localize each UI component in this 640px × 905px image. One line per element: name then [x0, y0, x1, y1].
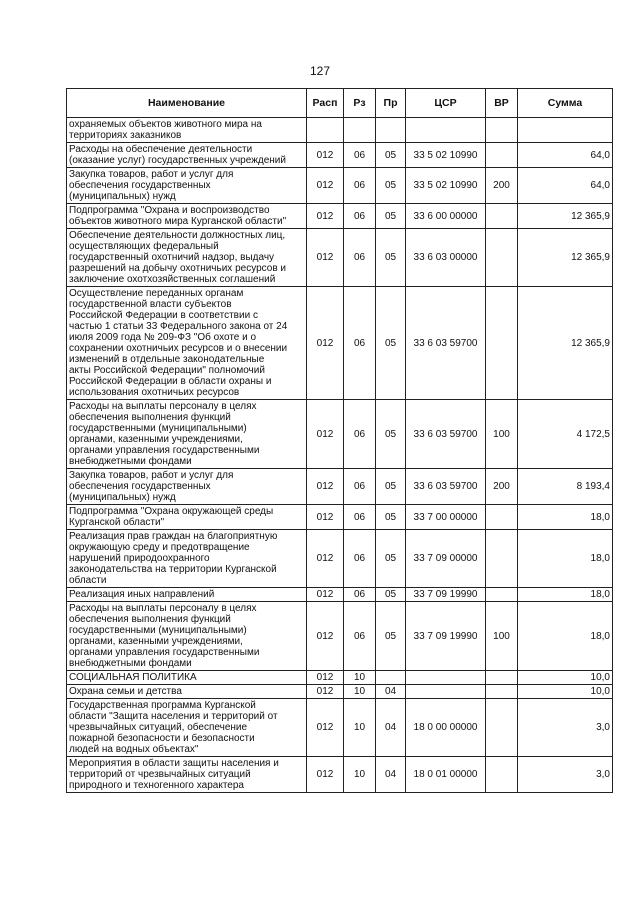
cell-rz: 06 [344, 287, 376, 400]
table-row [67, 229, 613, 287]
cell-vr [486, 757, 518, 793]
cell-name: Мероприятия в области защиты населения и территорий от чрезвычайных ситуаций природного и техногенного характера [67, 757, 307, 793]
cell-rasp: 012 [307, 400, 344, 469]
cell-name: Расходы на выплаты персоналу в целях обеспечения выполнения функций государственными (муниципальными) органами, казенными учреждениями, органами управления государственными внебюджетными фондами [67, 602, 307, 671]
cell-csr: 18 0 00 00000 [406, 699, 486, 757]
cell-pr: 05 [376, 602, 406, 671]
cell-sum: 3,0 [518, 757, 613, 793]
table-body [67, 118, 613, 793]
cell-rz: 06 [344, 168, 376, 204]
cell-csr [406, 118, 486, 143]
cell-csr: 33 7 09 00000 [406, 530, 486, 588]
cell-rasp: 012 [307, 287, 344, 400]
cell-csr: 33 7 09 19990 [406, 588, 486, 602]
cell-name: Подпрограмма "Охрана и воспроизводство объектов животного мира Курганской области" [67, 204, 307, 229]
cell-pr: 05 [376, 168, 406, 204]
cell-pr: 05 [376, 505, 406, 530]
cell-sum: 64,0 [518, 143, 613, 168]
cell-pr: 04 [376, 699, 406, 757]
cell-name: Расходы на выплаты персоналу в целях обеспечения выполнения функций государственными (муниципальными) органами, казенными учреждениями, органами управления государственными внебюджетными фондами [67, 400, 307, 469]
cell-rasp: 012 [307, 602, 344, 671]
cell-rasp: 012 [307, 505, 344, 530]
cell-csr: 33 6 00 00000 [406, 204, 486, 229]
cell-rasp: 012 [307, 757, 344, 793]
cell-name: СОЦИАЛЬНАЯ ПОЛИТИКА [67, 671, 307, 685]
cell-rz: 10 [344, 671, 376, 685]
table-row [67, 204, 613, 229]
cell-name: охраняемых объектов животного мира на территориях заказников [67, 118, 307, 143]
cell-vr: 100 [486, 602, 518, 671]
table-row [67, 118, 613, 143]
cell-csr: 33 6 03 59700 [406, 400, 486, 469]
cell-sum: 3,0 [518, 699, 613, 757]
cell-rasp: 012 [307, 685, 344, 699]
cell-pr: 05 [376, 204, 406, 229]
cell-vr [486, 143, 518, 168]
cell-rz: 06 [344, 530, 376, 588]
cell-sum: 12 365,9 [518, 229, 613, 287]
table-row [67, 400, 613, 469]
cell-rasp: 012 [307, 229, 344, 287]
cell-name: Подпрограмма "Охрана окружающей среды Курганской области" [67, 505, 307, 530]
page-number: 127 [309, 64, 331, 78]
cell-pr: 05 [376, 588, 406, 602]
cell-rasp: 012 [307, 530, 344, 588]
cell-rz: 06 [344, 505, 376, 530]
cell-rz: 06 [344, 602, 376, 671]
cell-csr: 33 5 02 10990 [406, 168, 486, 204]
cell-sum: 10,0 [518, 685, 613, 699]
cell-rasp: 012 [307, 143, 344, 168]
cell-pr [376, 118, 406, 143]
cell-rasp: 012 [307, 671, 344, 685]
table-row [67, 530, 613, 588]
cell-csr [406, 671, 486, 685]
cell-vr: 200 [486, 168, 518, 204]
table-header-row [67, 89, 613, 118]
header-rz: Рз [344, 89, 376, 118]
table-row [67, 602, 613, 671]
cell-pr: 05 [376, 143, 406, 168]
cell-name: Государственная программа Курганской области "Защита населения и территорий от чрезвычайных ситуаций, обеспечение пожарной безопасности и безопасности людей на водных объектах" [67, 699, 307, 757]
cell-name: Закупка товаров, работ и услуг для обеспечения государственных (муниципальных) нужд [67, 168, 307, 204]
header-rasp: Расп [307, 89, 344, 118]
cell-rasp: 012 [307, 204, 344, 229]
cell-rz [344, 118, 376, 143]
cell-pr [376, 671, 406, 685]
cell-csr: 33 5 02 10990 [406, 143, 486, 168]
header-sum: Сумма [518, 89, 613, 118]
cell-sum: 18,0 [518, 505, 613, 530]
cell-rz: 10 [344, 757, 376, 793]
cell-rz: 06 [344, 469, 376, 505]
cell-name: Реализация прав граждан на благоприятную окружающую среду и предотвращение нарушений природоохранного законодательства на территории Курганской области [67, 530, 307, 588]
header-name: Наименование [67, 89, 307, 118]
cell-sum: 10,0 [518, 671, 613, 685]
cell-csr: 33 6 03 59700 [406, 469, 486, 505]
cell-vr [486, 530, 518, 588]
table-row [67, 671, 613, 685]
table-row [67, 588, 613, 602]
cell-sum: 18,0 [518, 588, 613, 602]
cell-csr: 33 7 09 19990 [406, 602, 486, 671]
cell-rz: 06 [344, 588, 376, 602]
cell-name: Охрана семьи и детства [67, 685, 307, 699]
cell-csr: 33 6 03 59700 [406, 287, 486, 400]
cell-pr: 04 [376, 757, 406, 793]
budget-table [66, 88, 613, 793]
table-row [67, 287, 613, 400]
cell-vr [486, 287, 518, 400]
cell-sum: 18,0 [518, 530, 613, 588]
cell-pr: 05 [376, 287, 406, 400]
cell-pr: 05 [376, 229, 406, 287]
header-csr: ЦСР [406, 89, 486, 118]
cell-sum: 8 193,4 [518, 469, 613, 505]
cell-name: Реализация иных направлений [67, 588, 307, 602]
cell-sum: 4 172,5 [518, 400, 613, 469]
cell-csr [406, 685, 486, 699]
cell-vr [486, 118, 518, 143]
table-row [67, 685, 613, 699]
cell-csr: 33 6 03 00000 [406, 229, 486, 287]
table-row [67, 505, 613, 530]
cell-vr [486, 204, 518, 229]
cell-vr [486, 505, 518, 530]
table-row [67, 699, 613, 757]
cell-vr [486, 588, 518, 602]
header-vr: ВР [486, 89, 518, 118]
table-row [67, 757, 613, 793]
cell-name: Закупка товаров, работ и услуг для обеспечения государственных (муниципальных) нужд [67, 469, 307, 505]
cell-pr: 04 [376, 685, 406, 699]
cell-rasp: 012 [307, 469, 344, 505]
cell-name: Расходы на обеспечение деятельности (оказание услуг) государственных учреждений [67, 143, 307, 168]
cell-pr: 05 [376, 400, 406, 469]
cell-vr [486, 229, 518, 287]
cell-vr [486, 671, 518, 685]
table-row [67, 168, 613, 204]
cell-rz: 10 [344, 699, 376, 757]
cell-sum: 12 365,9 [518, 287, 613, 400]
cell-sum: 64,0 [518, 168, 613, 204]
cell-csr: 33 7 00 00000 [406, 505, 486, 530]
cell-sum [518, 118, 613, 143]
cell-rasp: 012 [307, 699, 344, 757]
cell-rasp: 012 [307, 168, 344, 204]
cell-pr: 05 [376, 469, 406, 505]
cell-rasp: 012 [307, 588, 344, 602]
cell-rasp [307, 118, 344, 143]
cell-pr: 05 [376, 530, 406, 588]
cell-rz: 06 [344, 143, 376, 168]
cell-csr: 18 0 01 00000 [406, 757, 486, 793]
cell-sum: 18,0 [518, 602, 613, 671]
cell-vr [486, 699, 518, 757]
cell-sum: 12 365,9 [518, 204, 613, 229]
cell-vr [486, 685, 518, 699]
header-pr: Пр [376, 89, 406, 118]
cell-vr: 200 [486, 469, 518, 505]
cell-rz: 10 [344, 685, 376, 699]
table-row [67, 143, 613, 168]
table-row [67, 469, 613, 505]
cell-rz: 06 [344, 204, 376, 229]
cell-rz: 06 [344, 229, 376, 287]
cell-name: Осуществление переданных органам государственной власти субъектов Российской Федерации в соответствии с частью 1 статьи 33 Федерального закона от 24 июля 2009 года № 209-ФЗ "Об охоте и о сохранении охотничьих ресурсов и о внесении изменений в отдельные законодательные акты Российской Федерации" полномочий Российской Федерации в области охраны и использования охотничьих ресурсов [67, 287, 307, 400]
cell-vr: 100 [486, 400, 518, 469]
cell-rz: 06 [344, 400, 376, 469]
cell-name: Обеспечение деятельности должностных лиц, осуществляющих федеральный государственный охотничий надзор, выдачу разрешений на добычу охотничьих ресурсов и заключение охотхозяйственных соглашений [67, 229, 307, 287]
